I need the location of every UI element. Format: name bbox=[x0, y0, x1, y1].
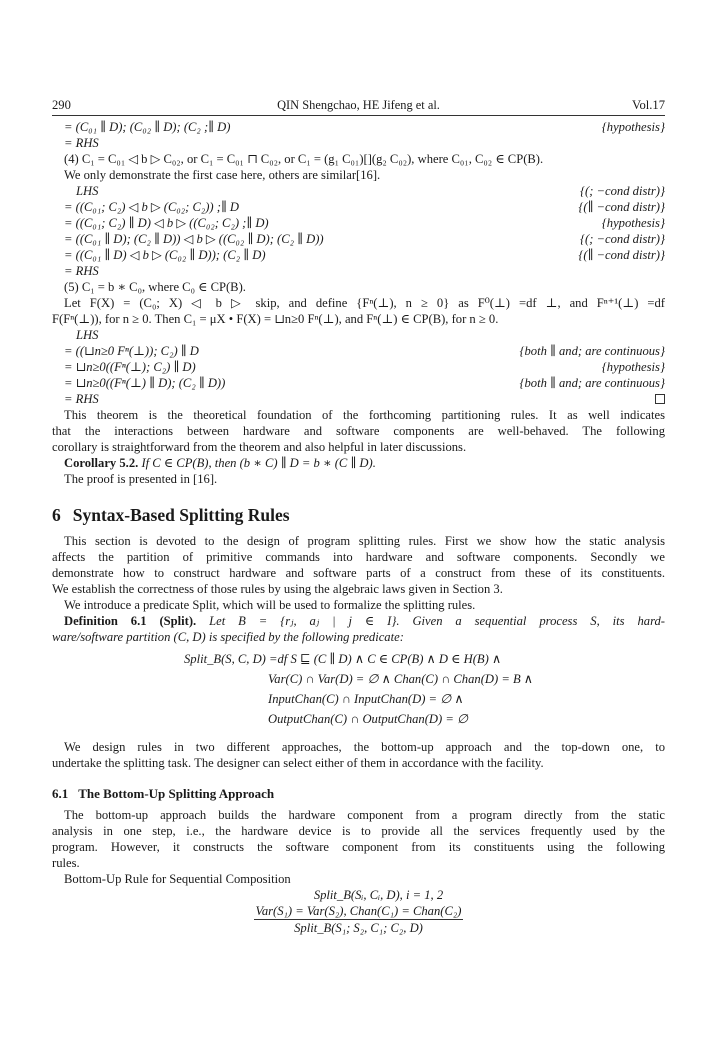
proof-line: LHS bbox=[76, 328, 99, 342]
proof-line: = ((C₀₁ ∥ D) ◁ b ▷ (C₀₂ ∥ D)); (C₂ ∥ D) {(∥ −cond distr)} bbox=[64, 248, 665, 262]
case-5-definition-cont: F(Fⁿ(⊥)), for n ≥ 0. Then C₁ = μX • F(X) = ⊔n≥0 Fⁿ(⊥), and Fⁿ(⊥) ∈ CP(B), for n ≥ 0. bbox=[52, 312, 499, 326]
definition-label: Definition 6.1 (Split). bbox=[64, 614, 197, 628]
definition-text: Let B = {rⱼ, aⱼ | j ∈ I}. Given a sequential process S, its hard- bbox=[209, 614, 665, 628]
proof-line: = ((⊔n≥0 Fⁿ(⊥)); C₂) ∥ D {both ∥ and; are continuous} bbox=[64, 344, 665, 358]
paragraph-line: that the interactions between hardware and software components are well-behaved. The following bbox=[52, 424, 665, 438]
paragraph-line: We introduce a predicate Split, which will be used to formalize the splitting rules. bbox=[64, 598, 476, 612]
section-title: Syntax-Based Splitting Rules bbox=[72, 505, 290, 525]
proof-line: = (C₀₁ ∥ D); (C₀₂ ∥ D); (C₂ ;∥ D) {hypothesis} bbox=[64, 120, 665, 134]
page-number: 290 bbox=[52, 98, 71, 112]
proof-line: = RHS bbox=[52, 391, 665, 407]
paragraph-line: undertake the splitting task. The designer can select either of them in accordance with the facility. bbox=[52, 756, 544, 770]
running-header bbox=[52, 98, 665, 114]
definition-text-cont: ware/software partition (C, D) is specified by the following predicate: bbox=[52, 630, 404, 644]
paragraph-line: affects the partition of primitive commands into hardware and software components. Secondly we bbox=[52, 550, 665, 564]
corollary-text: If C ∈ CP(B), then (b ∗ C) ∥ D = b ∗ (C ∥ D). bbox=[141, 456, 376, 470]
paragraph-line: program. However, it constructs the software component from its constituents using the following bbox=[52, 840, 665, 854]
case-5-definition: Let F(X) = (C₀; X) ◁ b ▷ skip, and define {Fⁿ(⊥), n ≥ 0} as F⁰(⊥) =df ⊥, and Fⁿ⁺¹(⊥) =df bbox=[64, 296, 665, 310]
paragraph-line: We design rules in two different approaches, the bottom-up approach and the top-down one, to bbox=[64, 740, 665, 754]
corollary-label: Corollary 5.2. bbox=[64, 456, 139, 470]
proof-line: = ⊔n≥0((Fⁿ(⊥) ∥ D); (C₂ ∥ D)) {both ∥ and; are continuous} bbox=[64, 376, 665, 390]
proof-line: = RHS bbox=[64, 264, 99, 278]
case-4-statement: (4) C₁ = C₀₁ ◁ b ▷ C₀₂, or C₁ = C₀₁ ⊓ C₀₂, or C₁ = (g₁ C₀₁)[](g₂ C₀₂), where C₀₁, C₀₂ ∈ CP(B). bbox=[64, 152, 544, 166]
section-heading bbox=[52, 501, 665, 529]
qed-box bbox=[655, 394, 665, 404]
paragraph-line: analysis in one step, i.e., the hardware device is to provide all the services frequently used by the bbox=[52, 824, 665, 838]
proof-line: = ((C₀₁; C₂) ∥ D) ◁ b ▷ ((C₀₂; C₂) ;∥ D) {hypothesis} bbox=[64, 216, 665, 230]
subsection-number: 6.1 bbox=[52, 786, 69, 801]
body-text bbox=[52, 119, 665, 936]
case-4-note: We only demonstrate the first case here, others are similar[16]. bbox=[64, 168, 381, 182]
running-title: QIN Shengchao, HE Jifeng et al. bbox=[277, 98, 440, 112]
definition bbox=[52, 613, 665, 629]
paragraph-line: This theorem is the theoretical foundation of the forthcoming partitioning rules. It as well indicates bbox=[64, 408, 665, 422]
split-formula-line: Split_B(S, C, D) =df S ⊑ (C ∥ D) ∧ C ∈ CP(B) ∧ D ∈ H(B) ∧ bbox=[184, 652, 502, 666]
split-formula-line: OutputChan(C) ∩ OutputChan(D) = ∅ bbox=[268, 712, 468, 726]
proof-line: LHS {(; −cond distr)} bbox=[76, 184, 665, 198]
proof-line: = ((C₀₁; C₂) ◁ b ▷ (C₀₂; C₂)) ;∥ D {(∥ −cond distr)} bbox=[64, 200, 665, 214]
rule-premise: Var(S₁) = Var(S₂), Chan(C₁) = Chan(C₂) bbox=[255, 904, 462, 918]
split-formula-line: Var(C) ∩ Var(D) = ∅ ∧ Chan(C) ∩ Chan(D) = B ∧ bbox=[268, 672, 534, 686]
proof-line: = ⊔n≥0((Fⁿ(⊥); C₂) ∥ D) {hypothesis} bbox=[64, 360, 665, 374]
volume-label: Vol.17 bbox=[631, 98, 665, 112]
paragraph-line: This section is devoted to the design of program splitting rules. First we show how the static analysis bbox=[64, 534, 665, 548]
header-rule bbox=[52, 115, 665, 116]
proof-line: = ((C₀₁ ∥ D); (C₂ ∥ D)) ◁ b ▷ ((C₀₂ ∥ D); (C₂ ∥ D)) {(; −cond distr)} bbox=[64, 232, 665, 246]
rule-title: Bottom-Up Rule for Sequential Composition bbox=[64, 872, 291, 886]
subsection-title: The Bottom-Up Splitting Approach bbox=[78, 786, 275, 801]
case-5-statement: (5) C₁ = b ∗ C₀, where C₀ ∈ CP(B). bbox=[64, 280, 246, 294]
paragraph-line: The bottom-up approach builds the hardware component from a program directly from the static bbox=[64, 808, 665, 822]
proof-line: = RHS bbox=[64, 136, 99, 150]
paragraph-line: corollary is straightforward from the theorem and also helpful in later discussions. bbox=[52, 440, 467, 454]
section-number: 6 bbox=[52, 505, 61, 525]
paragraph-line: We establish the correctness of those rules by using the algebraic laws given in Section 3. bbox=[52, 582, 503, 596]
rule-premise: Split_B(Sᵢ, Cᵢ, D), i = 1, 2 bbox=[313, 888, 444, 902]
paragraph-line: demonstrate how to construct hardware and software parts of a construct from these of its constituents. bbox=[52, 566, 665, 580]
corollary bbox=[52, 455, 665, 471]
subsection-heading bbox=[52, 785, 665, 803]
proof-reference: The proof is presented in [16]. bbox=[64, 472, 218, 486]
inference-rule bbox=[52, 887, 665, 936]
paragraph-line: rules. bbox=[52, 856, 80, 870]
split-formula-line: InputChan(C) ∩ InputChan(D) = ∅ ∧ bbox=[268, 692, 464, 706]
rule-conclusion: Split_B(S₁; S₂, C₁; C₂, D) bbox=[294, 921, 423, 935]
